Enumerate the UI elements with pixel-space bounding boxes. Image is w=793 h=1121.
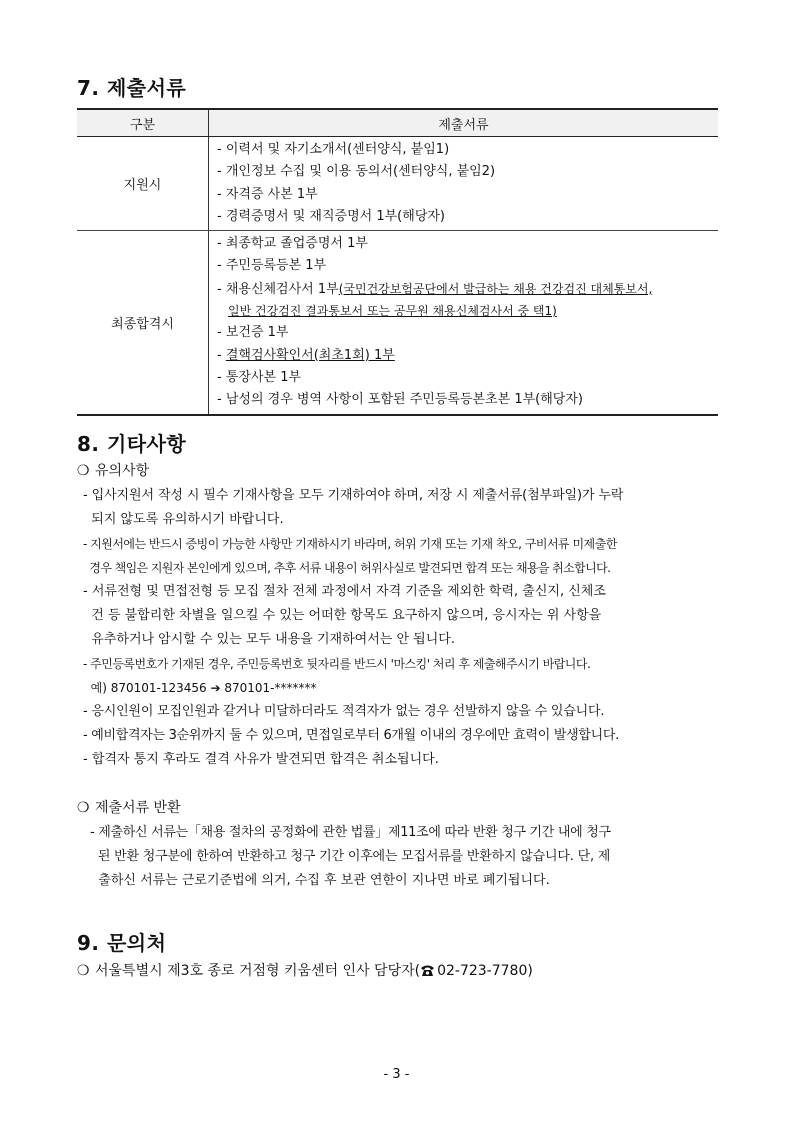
table-row [77, 231, 718, 415]
notes-line: 유추하거나 암시할 수 있는 모두 내용을 기재하여서는 안 됩니다. [83, 632, 455, 647]
documents-cell [209, 231, 719, 415]
subsection-notes-title [77, 460, 149, 480]
circle-bullet-icon: ❍ [77, 800, 90, 816]
contact-line [77, 960, 533, 981]
notes-paragraph [83, 484, 623, 772]
notes-line: - 지원서에는 반드시 증빙이 가능한 사항만 기재하시기 바라며, 허위 기재 또는 기재 착오, 구비서류 미제출한 [83, 537, 617, 551]
document-item: - 통장사본 1부 [217, 369, 302, 385]
notes-line: 되지 않도록 유의하시기 바랍니다. [83, 512, 284, 527]
contact-text: 서울특별시 제3호 종로 거점형 키움센터 인사 담당자( [95, 963, 421, 979]
header-category: 구분 [77, 109, 209, 137]
section-7-title: 7. 제출서류 [77, 76, 187, 100]
page-number: - 3 - [383, 1067, 410, 1082]
return-line: 출하신 서류는 근로기준법에 의거, 수집 후 보관 연한이 지나면 바로 폐기됩니다. [90, 873, 550, 888]
notes-line: - 합격자 통지 후라도 결격 사유가 발견되면 합격은 취소됩니다. [83, 752, 439, 767]
notes-line: - 서류전형 및 면접전형 등 모집 절차 전체 과정에서 자격 기준을 제외한 학력, 출신지, 신체조 [83, 584, 606, 599]
section-9-title: 9. 문의처 [77, 931, 167, 955]
notes-line: - 예비합격자는 3순위까지 둘 수 있으며, 면접일로부터 6개월 이내의 경우에만 효력이 발생합니다. [83, 728, 619, 743]
document-item: - 남성의 경우 병역 사항이 포함된 주민등록등본초본 1부(해당자) [217, 392, 583, 408]
table-row [77, 137, 718, 231]
document-item-note: (국민건강보험공단에서 발급하는 채용 건강검진 대체통보서, [338, 281, 653, 296]
document-item: - 자격증 사본 1부 [217, 186, 318, 202]
document-item-text: - [217, 347, 226, 363]
category-cell: 지원시 [77, 137, 209, 231]
document-item [217, 278, 718, 300]
section-8-title: 8. 기타사항 [77, 432, 187, 456]
notes-line: - 입사지원서 작성 시 필수 기재사항을 모두 기재하여야 하며, 저장 시 제출서류(첨부파일)가 누락 [83, 488, 624, 503]
document-item [217, 345, 718, 367]
document-item: - 이력서 및 자기소개서(센터양식, 붙임1) [217, 142, 450, 157]
document-item: - 경력증명서 및 재직증명서 1부(해당자) [217, 208, 446, 224]
notes-line: - 주민등록번호가 기재된 경우, 주민등록번호 뒷자리를 반드시 '마스킹' 처리 후 제출해주시기 바랍니다. [83, 657, 591, 671]
documents-cell [209, 137, 719, 231]
notes-line: 건 등 불합리한 차별을 일으킬 수 있는 어떠한 항목도 요구하지 않으며, 응시자는 위 사항을 [83, 608, 602, 623]
contact-phone: 02-723-7780) [437, 963, 533, 979]
circle-bullet-icon: ❍ [77, 963, 90, 979]
return-paragraph [90, 821, 611, 893]
document-item: - 주민등록등본 1부 [217, 258, 327, 274]
subsection-label: 유의사항 [95, 463, 150, 479]
category-cell: 최종합격시 [77, 231, 209, 415]
documents-table [77, 108, 718, 416]
telephone-icon [420, 964, 435, 981]
document-item: - 개인정보 수집 및 이용 동의서(센터양식, 붙임2) [217, 164, 496, 180]
notes-line: - 응시인원이 모집인원과 같거나 미달하더라도 적격자가 없는 경우 선발하지 않을 수 있습니다. [83, 704, 605, 719]
document-item-continuation [217, 300, 718, 322]
return-line: 된 반환 청구분에 한하여 반환하고 청구 기간 이후에는 모집서류를 반환하지 않습니다. 단, 제 [90, 849, 611, 864]
document-item: - 보건증 1부 [217, 325, 289, 341]
return-line: - 제출하신 서류는「채용 절차의 공정화에 관한 법률」제11조에 따라 반환 청구 기간 내에 청구 [90, 825, 611, 840]
document-item-text: - 채용신체검사서 1부 [217, 281, 339, 297]
document-item-note: 일반 건강검진 결과통보서 또는 공무원 채용신체검사서 중 택1) [228, 304, 557, 319]
circle-bullet-icon: ❍ [77, 463, 90, 479]
subsection-return-title [77, 797, 181, 817]
document-item-note: 결핵검사확인서(최초1회) 1부 [225, 347, 395, 363]
notes-line: 경우 책임은 지원자 본인에게 있으며, 추후 서류 내용이 허위사실로 발견되면 합격 또는 채용을 취소합니다. [83, 561, 611, 575]
table-header-row [77, 109, 718, 137]
header-documents: 제출서류 [209, 109, 719, 137]
subsection-label: 제출서류 반환 [95, 800, 181, 816]
notes-line: 예) 870101-123456 ➔ 870101-******* [83, 681, 317, 695]
document-item: - 최종학교 졸업증명서 1부 [217, 236, 368, 252]
